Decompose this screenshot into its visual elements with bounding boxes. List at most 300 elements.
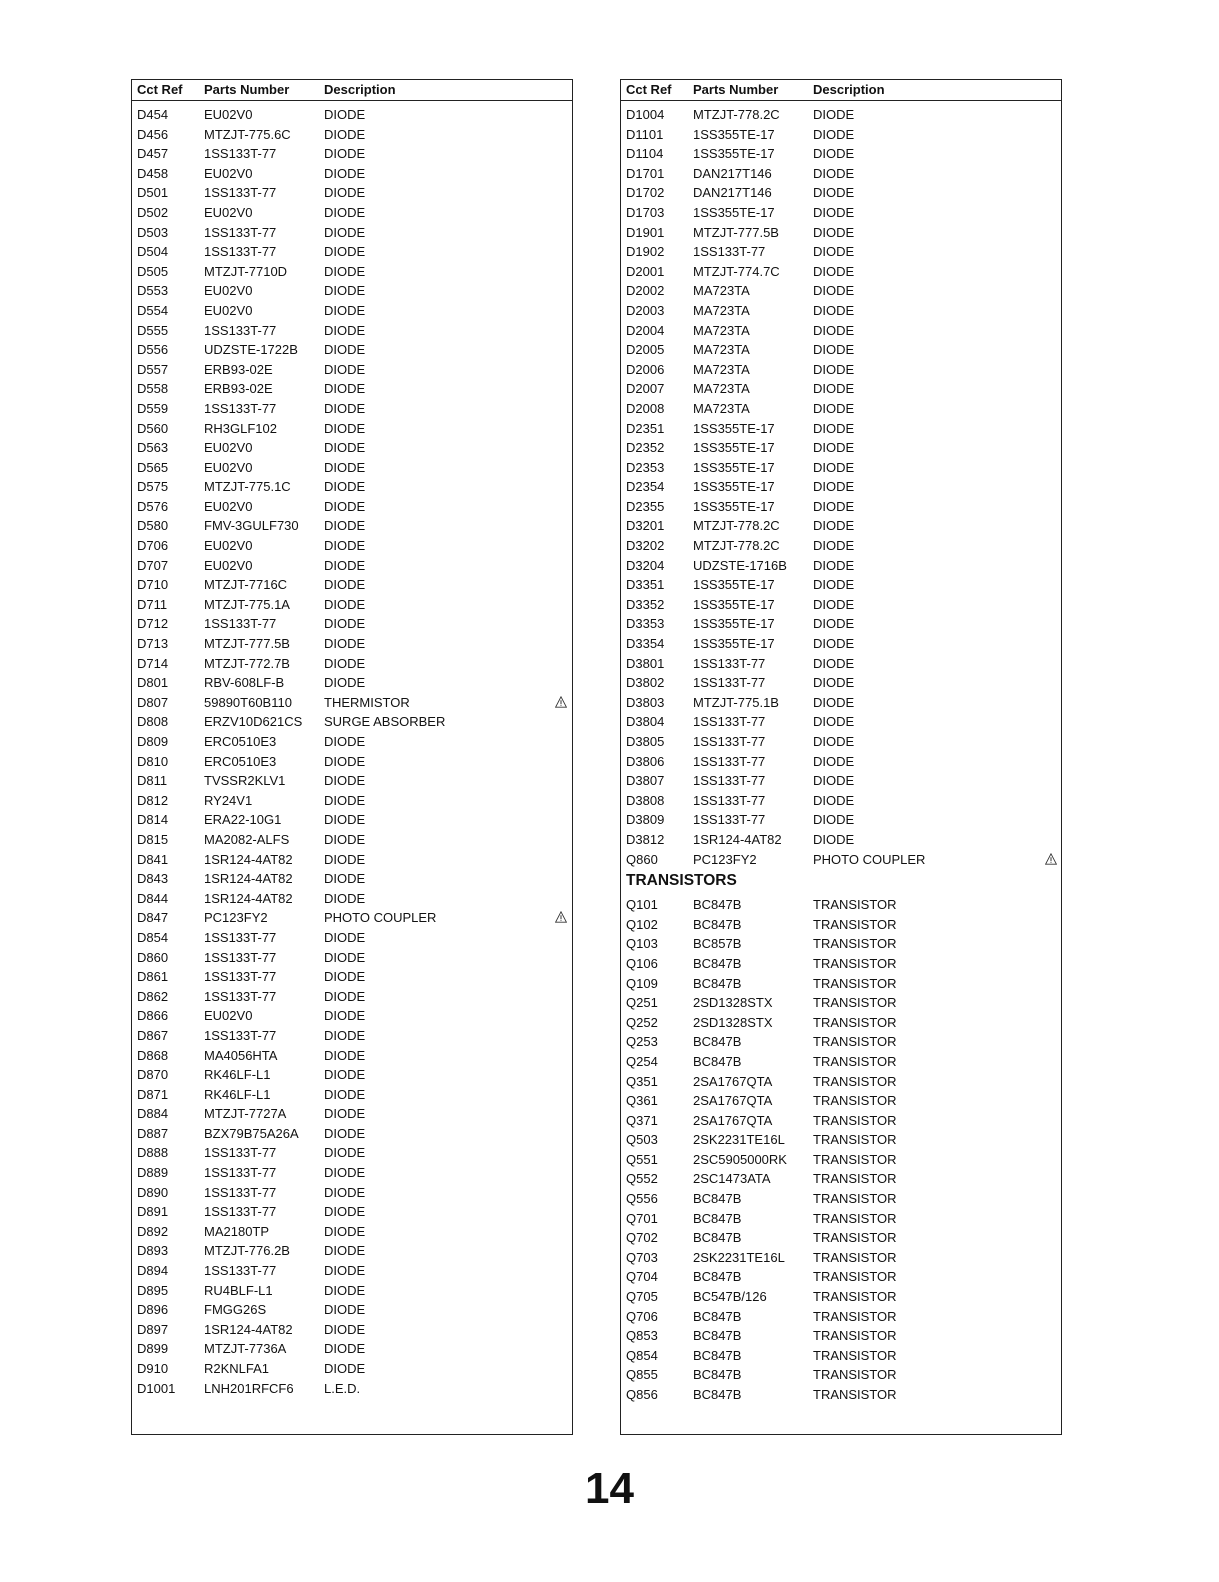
cct-ref-cell: D888 [137, 1145, 169, 1161]
table-row [621, 654, 1061, 674]
cct-ref-cell: Q361 [626, 1093, 658, 1109]
description-cell: DIODE [813, 302, 855, 318]
description-cell: TRANSISTOR [813, 1014, 897, 1030]
parts-number-cell: 2SK2231TE16L [693, 1249, 785, 1265]
description-cell: TRANSISTOR [813, 916, 897, 932]
parts-number-cell: EU02V0 [204, 498, 253, 514]
parts-number-cell: RBV-608LF-B [204, 675, 285, 691]
description-cell: DIODE [813, 361, 855, 377]
table-row [621, 595, 1061, 615]
parts-number-cell: BC847B [693, 1053, 742, 1069]
parts-number-cell: 1SS133T-77 [204, 1145, 277, 1161]
cct-ref-cell: D870 [137, 1067, 169, 1083]
table-row [621, 915, 1061, 935]
parts-number-cell: MTZJT-775.6C [204, 126, 291, 142]
table-row [621, 125, 1061, 145]
description-cell: DIODE [324, 1145, 366, 1161]
cct-ref-cell: D807 [137, 694, 169, 710]
table-row [621, 497, 1061, 517]
cct-ref-cell: D3809 [626, 812, 665, 828]
parts-number-cell: BC847B [693, 1191, 742, 1207]
table-row [621, 1111, 1061, 1131]
description-cell: DIODE [324, 577, 366, 593]
table-row [132, 712, 572, 732]
cct-ref-cell: D2004 [626, 322, 665, 338]
description-cell: DIODE [324, 1047, 366, 1063]
parts-number-cell: DAN217T146 [693, 165, 772, 181]
description-cell: DIODE [813, 440, 855, 456]
parts-number-cell: BC847B [693, 975, 742, 991]
cct-ref-cell: D3812 [626, 831, 665, 847]
cct-ref-cell: D554 [137, 302, 169, 318]
parts-number-cell: MA723TA [693, 381, 750, 397]
parts-number-cell: ERC0510E3 [204, 753, 277, 769]
left-table-rows [132, 105, 572, 1398]
description-cell: DIODE [813, 636, 855, 652]
table-row [132, 1085, 572, 1105]
cct-ref-cell: D2354 [626, 479, 665, 495]
table-row [621, 144, 1061, 164]
parts-number-cell: EU02V0 [204, 459, 253, 475]
parts-number-cell: 1SS133T-77 [693, 773, 766, 789]
cct-ref-cell: D557 [137, 361, 169, 377]
parts-number-cell: BC847B [693, 1347, 742, 1363]
cct-ref-cell: D1004 [626, 107, 665, 122]
description-cell: DIODE [813, 342, 855, 358]
table-row [132, 1241, 572, 1261]
cct-ref-cell: D3201 [626, 518, 665, 534]
description-cell: DIODE [324, 1184, 366, 1200]
description-cell: TRANSISTOR [813, 1191, 897, 1207]
parts-number-cell: 1SR124-4AT82 [204, 851, 293, 867]
parts-number-cell: MTZJT-777.5B [204, 636, 290, 652]
description-cell: TRANSISTOR [813, 1269, 897, 1285]
cct-ref-cell: D2353 [626, 459, 665, 475]
header-description: Description [813, 82, 885, 97]
table-row [621, 1385, 1061, 1405]
parts-number-cell: 59890T60B110 [204, 694, 292, 710]
parts-number-cell: MTZJT-778.2C [693, 518, 780, 534]
description-cell: TRANSISTOR [813, 955, 897, 971]
description-cell: DIODE [324, 557, 366, 573]
cct-ref-cell: D558 [137, 381, 169, 397]
parts-number-cell: PC123FY2 [204, 910, 268, 926]
parts-number-cell: EU02V0 [204, 165, 253, 181]
table-row [132, 183, 572, 203]
cct-ref-cell: D2355 [626, 498, 665, 514]
description-cell: SURGE ABSORBER [324, 714, 446, 730]
parts-number-cell: 2SK2231TE16L [693, 1132, 785, 1148]
description-cell: TRANSISTOR [813, 995, 897, 1011]
description-cell: DIODE [324, 1223, 366, 1239]
cct-ref-cell: D576 [137, 498, 169, 514]
parts-number-cell: MA2082-ALFS [204, 831, 290, 847]
description-cell: TRANSISTOR [813, 1053, 897, 1069]
description-cell: DIODE [813, 518, 855, 534]
cct-ref-cell: D844 [137, 890, 169, 906]
right-parts-table [620, 79, 1062, 1435]
cct-ref-cell: D843 [137, 871, 169, 887]
parts-number-cell: 1SS133T-77 [204, 949, 277, 965]
parts-number-cell: 1SS355TE-17 [693, 420, 775, 436]
description-cell: DIODE [324, 831, 366, 847]
cct-ref-cell: Q101 [626, 897, 658, 913]
description-cell: DIODE [813, 538, 855, 554]
cct-ref-cell: D896 [137, 1302, 169, 1318]
description-cell: DIODE [324, 440, 366, 456]
table-row [621, 850, 1061, 870]
parts-number-cell: 1SS355TE-17 [693, 616, 775, 632]
description-cell: DIODE [813, 204, 855, 220]
table-row [621, 752, 1061, 772]
cct-ref-cell: Q252 [626, 1014, 658, 1030]
cct-ref-cell: D559 [137, 400, 169, 416]
table-row [621, 1228, 1061, 1248]
parts-number-cell: MTZJT-777.5B [693, 224, 779, 240]
table-row [132, 438, 572, 458]
cct-ref-cell: Q351 [626, 1073, 658, 1089]
table-row [132, 536, 572, 556]
table-row [132, 125, 572, 145]
table-row [621, 634, 1061, 654]
table-row [621, 360, 1061, 380]
table-row [621, 712, 1061, 732]
table-row [132, 1379, 572, 1399]
parts-number-cell: 2SA1767QTA [693, 1112, 773, 1128]
description-cell: DIODE [324, 890, 366, 906]
cct-ref-cell: Q854 [626, 1347, 658, 1363]
parts-number-cell: BC847B [693, 955, 742, 971]
table-row [132, 1006, 572, 1026]
parts-number-cell: ERB93-02E [204, 381, 273, 397]
safety-warning-icon [555, 696, 567, 708]
table-row [621, 673, 1061, 693]
table-row [132, 419, 572, 439]
description-cell: DIODE [813, 498, 855, 514]
table-row [621, 458, 1061, 478]
cct-ref-cell: D1101 [626, 126, 664, 142]
cct-ref-cell: Q855 [626, 1367, 658, 1383]
parts-number-cell: ERB93-02E [204, 361, 273, 377]
parts-number-cell: MTZJT-778.2C [693, 538, 780, 554]
parts-number-cell: 1SS133T-77 [204, 224, 277, 240]
parts-number-cell: BC847B [693, 1367, 742, 1383]
description-cell: DIODE [324, 1165, 366, 1181]
description-cell: DIODE [324, 126, 366, 142]
parts-number-cell: 2SC5905000RK [693, 1151, 787, 1167]
cct-ref-cell: D854 [137, 929, 169, 945]
table-row [621, 954, 1061, 974]
parts-number-cell: MA723TA [693, 302, 750, 318]
description-cell: TRANSISTOR [813, 1367, 897, 1383]
parts-number-cell: 2SD1328STX [693, 1014, 773, 1030]
description-cell: DIODE [324, 949, 366, 965]
table-row [621, 771, 1061, 791]
parts-number-cell: BC847B [693, 1269, 742, 1285]
parts-number-cell: 1SS133T-77 [693, 812, 766, 828]
cct-ref-cell: D1702 [626, 185, 665, 201]
cct-ref-cell: D706 [137, 538, 169, 554]
description-cell: DIODE [813, 694, 855, 710]
cct-ref-cell: D3803 [626, 694, 665, 710]
parts-number-cell: MA2180TP [204, 1223, 270, 1239]
parts-number-cell: 1SS133T-77 [204, 146, 277, 162]
description-cell: DIODE [324, 1027, 366, 1043]
parts-number-cell: MTZJT-775.1A [204, 596, 290, 612]
cct-ref-cell: D505 [137, 263, 169, 279]
parts-number-cell: BC857B [693, 936, 742, 952]
parts-number-cell: 1SS133T-77 [693, 753, 766, 769]
description-cell: DIODE [324, 1341, 366, 1357]
cct-ref-cell: D871 [137, 1086, 169, 1102]
cct-ref-cell: D456 [137, 126, 169, 142]
table-row [132, 889, 572, 909]
header-description: Description [324, 82, 396, 97]
parts-number-cell: EU02V0 [204, 1008, 253, 1024]
description-cell: TRANSISTOR [813, 1073, 897, 1089]
description-cell: DIODE [324, 1361, 366, 1376]
parts-number-cell: BC847B [693, 1230, 742, 1246]
description-cell: DIODE [324, 1204, 366, 1220]
parts-number-cell: 1SS355TE-17 [693, 459, 775, 475]
table-row [621, 575, 1061, 595]
table-row [132, 477, 572, 497]
description-cell: TRANSISTOR [813, 1034, 897, 1050]
parts-number-cell: BC547B/126 [693, 1289, 767, 1305]
table-row [621, 301, 1061, 321]
table-row [132, 732, 572, 752]
table-row [621, 242, 1061, 262]
cct-ref-cell: Q704 [626, 1269, 658, 1285]
table-row [132, 634, 572, 654]
cct-ref-cell: D565 [137, 459, 169, 475]
table-row [621, 1287, 1061, 1307]
parts-number-cell: UDZSTE-1722B [204, 342, 298, 358]
table-row [621, 1267, 1061, 1287]
parts-number-cell: UDZSTE-1716B [693, 557, 787, 573]
description-cell: DIODE [813, 107, 855, 122]
cct-ref-cell: D3351 [626, 577, 665, 593]
cct-ref-cell: Q551 [626, 1151, 658, 1167]
table-row [621, 1307, 1061, 1327]
cct-ref-cell: D891 [137, 1204, 169, 1220]
description-cell: TRANSISTOR [813, 1171, 897, 1187]
description-cell: DIODE [324, 969, 366, 985]
table-row [132, 321, 572, 341]
table-row [621, 419, 1061, 439]
table-row [621, 693, 1061, 713]
table-row [621, 164, 1061, 184]
parts-number-cell: 2SA1767QTA [693, 1093, 773, 1109]
description-cell: DIODE [324, 322, 366, 338]
table-row [132, 1281, 572, 1301]
table-row [621, 262, 1061, 282]
table-row [132, 1320, 572, 1340]
cct-ref-cell: D810 [137, 753, 169, 769]
description-cell: DIODE [813, 400, 855, 416]
description-cell: DIODE [813, 792, 855, 808]
cct-ref-cell: D457 [137, 146, 169, 162]
description-cell: DIODE [813, 283, 855, 299]
description-cell: DIODE [324, 1125, 366, 1141]
cct-ref-cell: D884 [137, 1106, 169, 1122]
parts-number-cell: 1SS133T-77 [693, 792, 766, 808]
table-row [132, 1163, 572, 1183]
table-row [621, 810, 1061, 830]
description-cell: TRANSISTOR [813, 1112, 897, 1128]
table-row [621, 223, 1061, 243]
parts-number-cell: MTZJT-7736A [204, 1341, 287, 1357]
table-row [132, 399, 572, 419]
page-number: 14 [585, 1464, 634, 1513]
description-cell: TRANSISTOR [813, 1249, 897, 1265]
description-cell: DIODE [324, 1106, 366, 1122]
table-row [132, 752, 572, 772]
description-cell: THERMISTOR [324, 694, 410, 710]
parts-number-cell: MTZJT-7716C [204, 577, 288, 593]
cct-ref-cell: D2008 [626, 400, 665, 416]
cct-ref-cell: D553 [137, 283, 169, 299]
parts-number-cell: FMV-3GULF730 [204, 518, 299, 534]
cct-ref-cell: Q860 [626, 851, 658, 867]
left-parts-table [131, 79, 573, 1435]
description-cell: L.E.D. [324, 1380, 361, 1396]
table-row [621, 438, 1061, 458]
parts-number-cell: MA723TA [693, 400, 750, 416]
cct-ref-cell: D3353 [626, 616, 665, 632]
header-parts-number: Parts Number [693, 82, 779, 97]
table-row [132, 771, 572, 791]
description-cell: DIODE [813, 244, 855, 260]
parts-number-cell: 1SS133T-77 [693, 734, 766, 749]
cct-ref-cell: D812 [137, 792, 169, 808]
table-row [132, 1143, 572, 1163]
description-cell: DIODE [324, 518, 366, 534]
parts-number-cell: PC123FY2 [693, 851, 757, 867]
cct-ref-cell: Q103 [626, 936, 658, 952]
table-row [621, 614, 1061, 634]
description-cell: DIODE [324, 616, 366, 632]
cct-ref-cell: D575 [137, 479, 169, 495]
parts-number-cell: 1SS133T-77 [204, 1184, 277, 1200]
cct-ref-cell: Q106 [626, 955, 658, 971]
cct-ref-cell: D3805 [626, 734, 665, 749]
cct-ref-cell: D808 [137, 714, 169, 730]
parts-number-cell: 2SA1767QTA [693, 1073, 773, 1089]
cct-ref-cell: D713 [137, 636, 169, 652]
description-cell: TRANSISTOR [813, 975, 897, 991]
table-row [621, 1130, 1061, 1150]
cct-ref-cell: D3354 [626, 636, 665, 652]
table-row [621, 105, 1061, 125]
description-cell: DIODE [813, 616, 855, 632]
description-cell: DIODE [324, 871, 366, 887]
table-row [132, 673, 572, 693]
cct-ref-cell: Q251 [626, 995, 658, 1011]
parts-number-cell: 1SS133T-77 [204, 1027, 277, 1043]
description-cell: DIODE [324, 1321, 366, 1337]
table-row [132, 1183, 572, 1203]
description-cell: DIODE [324, 185, 366, 201]
cct-ref-cell: D3204 [626, 557, 665, 573]
cct-ref-cell: D2351 [626, 420, 665, 436]
parts-number-cell: EU02V0 [204, 302, 253, 318]
description-cell: TRANSISTOR [813, 936, 897, 952]
table-row [621, 183, 1061, 203]
table-row [132, 948, 572, 968]
table-row [132, 693, 572, 713]
description-cell: DIODE [324, 988, 366, 1004]
description-cell: DIODE [813, 675, 855, 691]
description-cell: DIODE [813, 479, 855, 495]
cct-ref-cell: Q503 [626, 1132, 658, 1148]
parts-number-cell: MTZJT-7710D [204, 263, 288, 279]
cct-ref-cell: D890 [137, 1184, 169, 1200]
table-row [132, 458, 572, 478]
cct-ref-cell: D501 [137, 185, 169, 201]
cct-ref-cell: Q701 [626, 1210, 658, 1226]
cct-ref-cell: Q102 [626, 916, 658, 932]
table-row [132, 516, 572, 536]
parts-number-cell: 1SS133T-77 [693, 244, 766, 260]
description-cell: DIODE [813, 655, 855, 671]
table-row [621, 934, 1061, 954]
safety-warning-icon [555, 911, 567, 923]
table-row [132, 360, 572, 380]
table-row [621, 791, 1061, 811]
cct-ref-cell: D563 [137, 440, 169, 456]
table-row [132, 987, 572, 1007]
parts-number-cell: 1SR124-4AT82 [204, 871, 293, 887]
parts-number-cell: 1SS133T-77 [693, 675, 766, 691]
description-cell: DIODE [324, 498, 366, 514]
table-row [132, 1359, 572, 1379]
description-cell: DIODE [324, 342, 366, 358]
table-row [621, 1346, 1061, 1366]
parts-number-cell: 1SS133T-77 [693, 714, 766, 730]
table-row [621, 1169, 1061, 1189]
cct-ref-cell: Q706 [626, 1308, 658, 1324]
table-row [621, 321, 1061, 341]
description-cell: TRANSISTOR [813, 1230, 897, 1246]
description-cell: DIODE [813, 126, 855, 142]
section-title-transistors [621, 869, 1061, 895]
table-row [132, 281, 572, 301]
cct-ref-cell: D899 [137, 1341, 169, 1357]
table-row [132, 1300, 572, 1320]
parts-number-cell: 1SS133T-77 [204, 244, 277, 260]
description-cell: DIODE [813, 381, 855, 397]
table-row [132, 967, 572, 987]
parts-number-cell: 1SS133T-77 [204, 322, 277, 338]
table-row [132, 791, 572, 811]
cct-ref-cell: Q253 [626, 1034, 658, 1050]
table-row [132, 908, 572, 928]
table-row [621, 556, 1061, 576]
cct-ref-cell: Q254 [626, 1053, 658, 1069]
parts-number-cell: MA4056HTA [204, 1047, 278, 1063]
table-row [132, 105, 572, 125]
parts-number-cell: 1SS133T-77 [204, 185, 277, 201]
table-row [132, 340, 572, 360]
description-cell: DIODE [324, 1302, 366, 1318]
description-cell: DIODE [324, 538, 366, 554]
cct-ref-cell: D893 [137, 1243, 169, 1259]
parts-number-cell: 1SS133T-77 [204, 1263, 277, 1279]
table-row [132, 1339, 572, 1359]
cct-ref-cell: D866 [137, 1008, 169, 1024]
description-cell: TRANSISTOR [813, 1132, 897, 1148]
